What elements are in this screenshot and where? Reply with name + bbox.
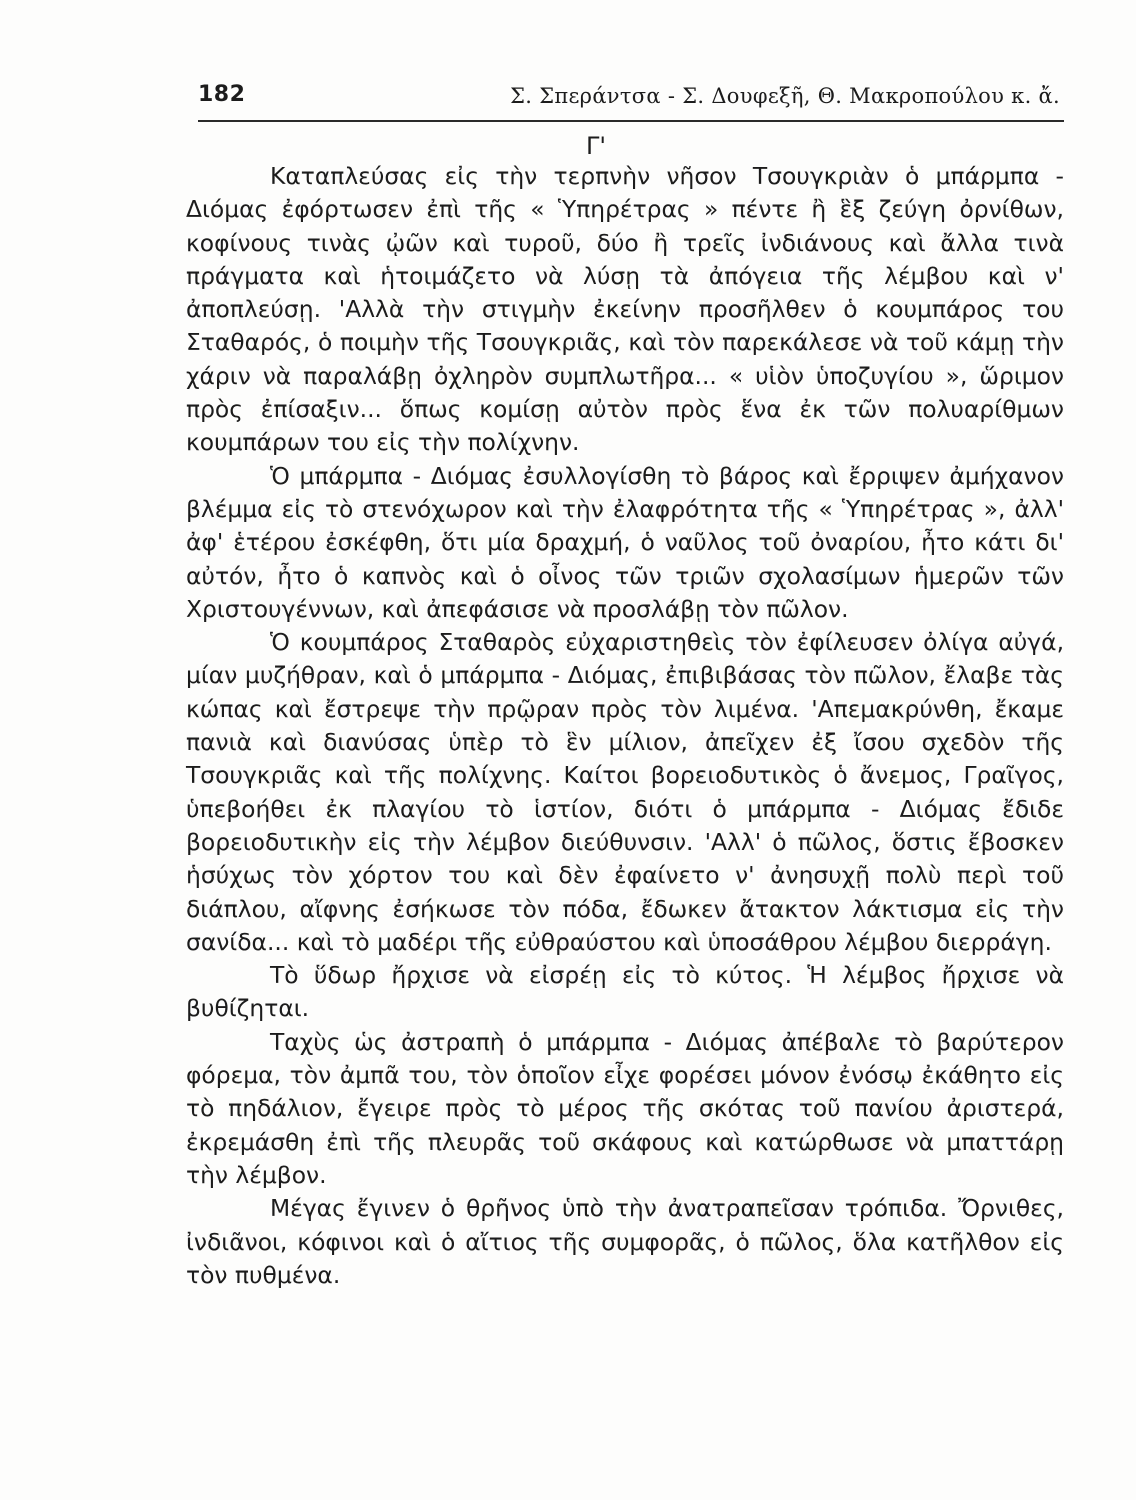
page-number: 182 xyxy=(198,82,246,107)
paragraph: Ταχὺς ὡς ἀστραπὴ ὁ μπάρμπα - Διόμας ἀπέβαλε τὸ βαρύτερον φόρεμα, τὸν ἀμπᾶ του, τὸν ὁποῖον εἶχε φορέσει μόνον ἐνόσῳ ἐκάθητο εἰς τὸ πηδάλιον, ἔγειρε πρὸς τὸ μέρος τῆς σκότας τοῦ πανίου ἀριστερά, ἐκρεμάσθη ἐπὶ τῆς πλευρᾶς τοῦ σκάφους καὶ κατώρθωσε νὰ μπαττάρῃ τὴν λέμβον. xyxy=(186,1027,1064,1189)
running-title: Σ. Σπεράντσα - Σ. Δουφεξῆ, Θ. Μακροπούλου κ. ἄ. xyxy=(510,84,1060,108)
section-marker: Γ' xyxy=(586,132,606,160)
paragraph: Καταπλεύσας εἰς τὴν τερπνὴν νῆσον Τσουγκριὰν ὁ μπάρμπα - Διόμας ἐφόρτωσεν ἐπὶ τῆς « Ὑπηρέτρας » πέντε ἢ ἓξ ζεύγη ὀρνίθων, κοφίνους τινὰς ᾠῶν καὶ τυροῦ, δύο ἢ τρεῖς ἰνδιάνους καὶ ἄλλα τινὰ πράγματα καὶ ἡτοιμάζετο νὰ λύσῃ τὰ ἀπόγεια τῆς λέμβου καὶ ν' ἀποπλεύσῃ. 'Αλλὰ τὴν στιγμὴν ἐκείνην προσῆλθεν ὁ κουμπάρος του Σταθαρός, ὁ ποιμὴν τῆς Τσουγκριᾶς, καὶ τὸν παρεκάλεσε νὰ τοῦ κάμῃ τὴν χάριν νὰ παραλάβῃ ὀχληρὸν συμπλωτῆρα... « υἱὸν ὑποζυγίου », ὥριμον πρὸς ἐπίσαξιν... ὅπως κομίσῃ αὐτὸν πρὸς ἕνα ἐκ τῶν πολυαρίθμων κουμπάρων του εἰς τὴν πολίχνην. xyxy=(186,162,1064,457)
paragraph: Ὁ μπάρμπα - Διόμας ἐσυλλογίσθη τὸ βάρος καὶ ἔρριψεν ἀμήχανον βλέμμα εἰς τὸ στενόχωρον καὶ τὴν ἐλαφρότητα τῆς « Ὑπηρέτρας », ἀλλ' ἀφ' ἑτέρου ἐσκέφθη, ὅτι μία δραχμή, ὁ ναῦλος τοῦ ὀναρίου, ἦτο κάτι δι' αὐτόν, ἦτο ὁ καπνὸς καὶ ὁ οἶνος τῶν τριῶν σχολασίμων ἡμερῶν τῶν Χριστουγέννων, καὶ ἀπεφάσισε νὰ προσλάβῃ τὸν πῶλον. xyxy=(186,461,1064,623)
body-text xyxy=(186,160,1064,1292)
paragraph: Ὁ κουμπάρος Σταθαρὸς εὐχαριστηθεὶς τὸν ἐφίλευσεν ὀλίγα αὐγά, μίαν μυζήθραν, καὶ ὁ μπάρμπα - Διόμας, ἐπιβιβάσας τὸν πῶλον, ἔλαβε τὰς κώπας καὶ ἔστρεψε τὴν πρῷραν πρὸς τὸν λιμένα. 'Απεμακρύνθη, ἔκαμε πανιὰ καὶ διανύσας ὑπὲρ τὸ ἓν μίλιον, ἀπεῖχεν ἐξ ἴσου σχεδὸν τῆς Τσουγκριᾶς καὶ τῆς πολίχνης. Καίτοι βορειοδυτικὸς ὁ ἄνεμος, Γραῖγος, ὑπεβοήθει ἐκ πλαγίου τὸ ἱστίον, διότι ὁ μπάρμπα - Διόμας ἔδιδε βορειοδυτικὴν εἰς τὴν λέμβον διεύθυνσιν. 'Αλλ' ὁ πῶλος, ὅστις ἔβοσκεν ἡσύχως τὸν χόρτον του καὶ δὲν ἐφαίνετο ν' ἀνησυχῇ πολὺ περὶ τοῦ διάπλου, αἴφνης ἐσήκωσε τὸν πόδα, ἔδωκεν ἄτακτον λάκτισμα εἰς τὴν σανίδα... καὶ τὸ μαδέρι τῆς εὐθραύστου καὶ ὑποσάθρου λέμβου διερράγη. xyxy=(186,628,1064,956)
paragraph: Μέγας ἔγινεν ὁ θρῆνος ὑπὸ τὴν ἀνατραπεῖσαν τρόπιδα. Ὄρνιθες, ἰνδιᾶνοι, κόφινοι καὶ ὁ αἴτιος τῆς συμφορᾶς, ὁ πῶλος, ὅλα κατῆλθον εἰς τὸν πυθμένα. xyxy=(186,1194,1064,1289)
paragraph: Τὸ ὕδωρ ἤρχισε νὰ εἰσρέῃ εἰς τὸ κύτος. Ἡ λέμβος ἤρχισε νὰ βυθίζηται. xyxy=(186,961,1064,1023)
running-header xyxy=(198,80,1064,122)
